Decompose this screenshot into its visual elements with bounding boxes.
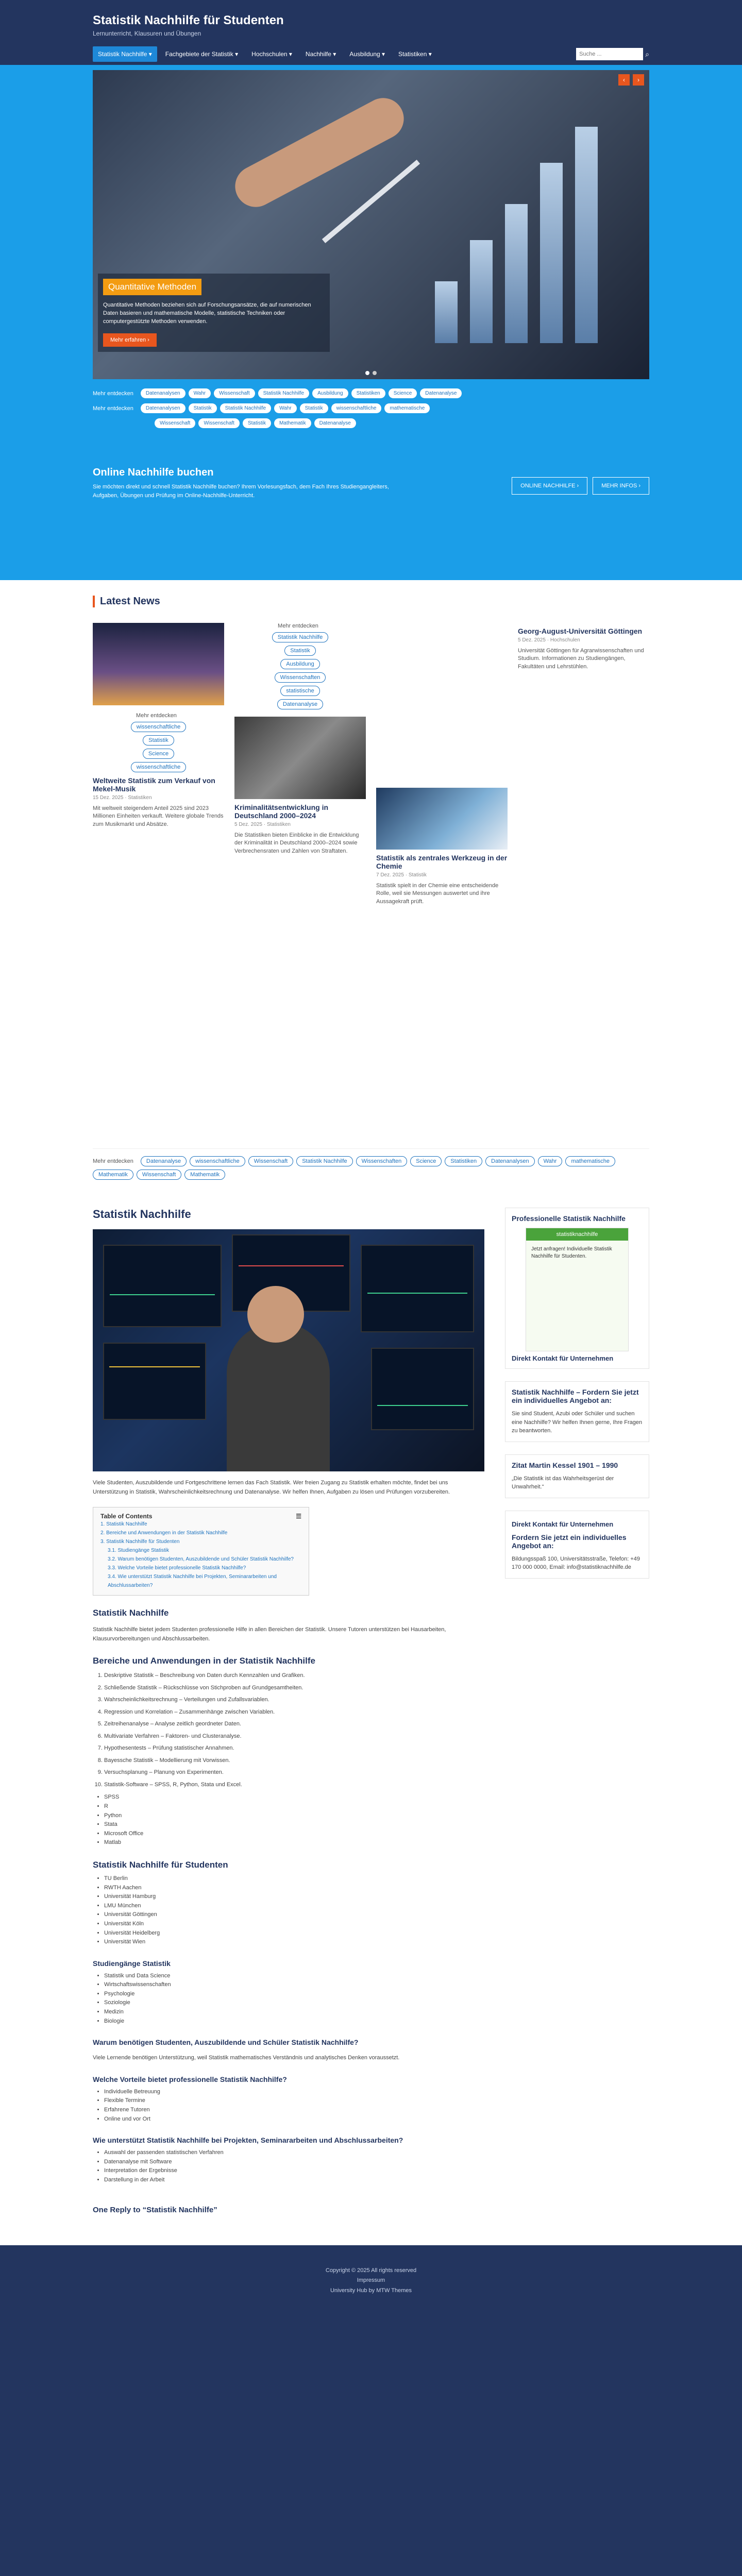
- list-item: • Online und vor Ort: [104, 2115, 484, 2124]
- toc-item[interactable]: 3.4. Wie unterstützt Statistik Nachhilfe bei Projekten, Seminararbeiten und Abschlussarbeiten?: [108, 1574, 277, 1589]
- sidebar-offer-widget: [505, 1381, 649, 1442]
- tag-pill[interactable]: Science: [389, 388, 417, 398]
- news-grid: [93, 618, 649, 1133]
- screen-line: [109, 1366, 200, 1367]
- nav-item-statistik-nachhilfe[interactable]: Statistik Nachhilfe ▾: [93, 46, 157, 62]
- card-tag[interactable]: Ausbildung: [280, 659, 319, 669]
- graphic-bar: [540, 163, 563, 343]
- toc-item[interactable]: 3. Statistik Nachhilfe für Studenten: [100, 1539, 180, 1545]
- card-image[interactable]: [234, 717, 366, 799]
- article-area: [93, 1208, 649, 2214]
- section-heading: Studiengänge Statistik: [93, 1959, 171, 1968]
- tag-pill[interactable]: Statistik: [189, 403, 217, 413]
- list-item: • Universität Heidelberg: [104, 1929, 484, 1938]
- article-title: Statistik Nachhilfe: [93, 1208, 191, 1221]
- contact-text: Bildungsspaß 100, Universitätsstraße, Telefon: +49 170 000 0000, Email: info@statistiknachhilfe.de: [512, 1555, 640, 1570]
- list-item: 1. Deskriptive Statistik – Beschreibung von Daten durch Kennzahlen und Grafiken.: [104, 1671, 484, 1680]
- card-text: Statistik spielt in der Chemie eine entscheidende Rolle, weil sie Messungen auswertet und ihre Aussagekraft prüft.: [376, 883, 499, 905]
- list-item: • LMU München: [104, 1902, 484, 1911]
- tag-pill[interactable]: Mathematik: [274, 418, 311, 428]
- impressum-link[interactable]: Impressum: [357, 2277, 385, 2284]
- tag-pill[interactable]: Statistiken: [351, 388, 385, 398]
- sidebar-ad-widget: [505, 1208, 649, 1369]
- section-heading: Bereiche und Anwendungen in der Statistik Nachhilfe: [93, 1656, 315, 1666]
- news-card: [376, 788, 508, 906]
- list-item: 3. Wahrscheinlichkeitsrechnung – Verteilungen und Zufallsvariablen.: [104, 1696, 484, 1704]
- tag-pill[interactable]: Statistik Nachhilfe: [258, 388, 309, 398]
- list-item: • Python: [104, 1811, 484, 1821]
- list-item: • Biologie: [104, 2017, 484, 2026]
- tag-row: [93, 388, 649, 398]
- monitor-graphic: [371, 1348, 474, 1430]
- section-heading: Welche Vorteile bietet professionelle Statistik Nachhilfe?: [93, 2075, 287, 2083]
- sidebar-contact-widget: [505, 1511, 649, 1579]
- section-heading: Statistik Nachhilfe für Studenten: [93, 1859, 228, 1870]
- graphic-bar: [505, 204, 528, 343]
- table-of-contents: [93, 1507, 309, 1596]
- quote-text: „Die Statistik ist das Wahrheitsgerüst der Unwahrheit.“: [512, 1475, 614, 1490]
- bereiche-list: [93, 1671, 484, 1789]
- bottom-tag[interactable]: Mathematik: [184, 1170, 225, 1180]
- tag-pill[interactable]: wissenschaftliche: [331, 403, 382, 413]
- slide-more-button[interactable]: Mehr erfahren ›: [103, 333, 157, 347]
- card-tag[interactable]: Datenanalyse: [277, 699, 323, 709]
- tag-pill[interactable]: Wahr: [274, 403, 297, 413]
- list-item: • Statistik und Data Science: [104, 1972, 484, 1981]
- slider-dot[interactable]: [365, 371, 369, 375]
- list-item: 8. Bayessche Statistik – Modellierung mit Vorwissen.: [104, 1756, 484, 1765]
- list-item: • RWTH Aachen: [104, 1884, 484, 1893]
- slider-arrows: [618, 74, 644, 86]
- hero-band: [0, 65, 742, 580]
- bottom-tag[interactable]: Wissenschaft: [137, 1170, 181, 1180]
- card-text: Universität Göttingen für Agrarwissenschaften und Studium. Informationen zu Studiengängen, Fakultäten und Lehrstühlen.: [518, 648, 644, 670]
- nav-item-hochschulen[interactable]: Hochschulen ▾: [251, 50, 292, 58]
- promo-title: Online Nachhilfe buchen: [93, 467, 214, 478]
- head-graphic: [247, 1286, 304, 1343]
- list-item: 5. Zeitreihenanalyse – Analyse zeitlich geordneter Daten.: [104, 1720, 484, 1728]
- card-meta: 5 Dez. 2025 · Statistiken: [234, 822, 291, 827]
- list-item: • Individuelle Betreuung: [104, 2088, 484, 2097]
- article-intro: Viele Studenten, Auszubildende und Fortgeschrittene lernen das Fach Statistik. Wer freien Zugang zu Statistik erhalten möchte, findet bei uns Unterstützung in Statistik, Wahrscheinlichkeitsrechnung und Datenanalyse. Wir helfen Ihnen, Aufgaben zu lösen und Prüfungen vorzubereiten.: [93, 1480, 450, 1495]
- list-item: • Matlab: [104, 1838, 484, 1848]
- tag-rows: [93, 388, 649, 433]
- section-heading: Warum benötigen Studenten, Auszubildende und Schüler Statistik Nachhilfe?: [93, 2038, 359, 2047]
- toc-title: [100, 1513, 301, 1520]
- card-tag[interactable]: wissenschaftliche: [131, 762, 187, 772]
- card-title[interactable]: Georg-August-Universität Göttingen: [518, 627, 643, 635]
- bar-chart-graphic: [435, 127, 598, 343]
- toc-item[interactable]: 3.1. Studiengänge Statistik: [108, 1548, 169, 1554]
- mehr-infos-button[interactable]: MEHR INFOS ›: [593, 477, 649, 495]
- list-item: • Universität Göttingen: [104, 1910, 484, 1920]
- tag-pill[interactable]: Datenanalyse: [420, 388, 462, 398]
- toc-toggle-icon[interactable]: ☰: [296, 1513, 301, 1520]
- search-icon[interactable]: ⌕: [645, 49, 649, 58]
- site-footer: [0, 2245, 742, 2323]
- slide-caption: [98, 274, 330, 352]
- list-item: • Stata: [104, 1820, 484, 1829]
- projekte-list: [93, 2148, 484, 2184]
- toc-item[interactable]: 2. Bereiche und Anwendungen in der Statistik Nachhilfe: [100, 1530, 228, 1536]
- main-content: [0, 580, 742, 2245]
- sidebar-quote-widget: [505, 1454, 649, 1498]
- list-item: 9. Versuchsplanung – Planung von Experimenten.: [104, 1768, 484, 1777]
- tag-pill[interactable]: Statistik Nachhilfe: [220, 403, 271, 413]
- bottom-tag[interactable]: wissenschaftliche: [190, 1156, 245, 1166]
- card-tag[interactable]: Science: [143, 749, 174, 759]
- tag-pill[interactable]: Wissenschaft: [214, 388, 255, 398]
- quote-widget-title: Zitat Martin Kessel 1901 – 1990: [512, 1461, 618, 1469]
- site-title[interactable]: Statistik Nachhilfe für Studenten: [93, 13, 284, 27]
- bottom-tag[interactable]: Wissenschaften: [356, 1156, 408, 1166]
- bottom-tag[interactable]: Wahr: [538, 1156, 563, 1166]
- universities-list: [93, 1874, 484, 1947]
- monitor-graphic: [103, 1245, 222, 1327]
- slide-title: Quantitative Methoden: [103, 279, 201, 295]
- bottom-tag[interactable]: mathematische: [565, 1156, 615, 1166]
- tag-pill[interactable]: Datenanalysen: [141, 388, 185, 398]
- card-tag[interactable]: statistische: [280, 686, 319, 696]
- software-list: [93, 1793, 484, 1848]
- bottom-tag[interactable]: Statistik Nachhilfe: [296, 1156, 352, 1166]
- card-tag-list: [93, 713, 224, 772]
- hero-slider: [93, 70, 649, 379]
- tag-pill[interactable]: Ausbildung: [312, 388, 348, 398]
- latest-news-heading: [93, 596, 649, 607]
- list-item: • Auswahl der passenden statistischen Verfahren: [104, 2148, 484, 2158]
- nav-item-fachgebiete[interactable]: Fachgebiete der Statistik ▾: [165, 50, 239, 58]
- tag-pill[interactable]: Wahr: [189, 388, 211, 398]
- copyright-text: Copyright © 2025 All rights reserved: [325, 2267, 417, 2274]
- toc-item[interactable]: 1. Statistik Nachhilfe: [100, 1521, 147, 1528]
- card-tags-label: Mehr entdecken: [136, 713, 177, 719]
- card-text: Die Statistiken bieten Einblicke in die Entwicklung der Kriminalität in Deutschland 2000–2024 sowie Verbrechensraten und Zahlen von Straftaten.: [234, 832, 359, 854]
- ad-banner[interactable]: [526, 1228, 629, 1351]
- nav-item-ausbildung[interactable]: Ausbildung ▾: [349, 50, 385, 58]
- studiengaenge-list: [93, 1972, 484, 2026]
- card-tag[interactable]: Statistik: [143, 735, 174, 745]
- list-item: • Medizin: [104, 2008, 484, 2017]
- monitor-graphic: [361, 1245, 474, 1332]
- list-item: • SPSS: [104, 1793, 484, 1802]
- online-nachhilfe-button[interactable]: ONLINE NACHHILFE ›: [512, 477, 587, 495]
- section-heading: Wie unterstützt Statistik Nachhilfe bei Projekten, Seminararbeiten und Abschlussarbeiten?: [93, 2136, 403, 2145]
- list-item: • Wirtschaftswissenschaften: [104, 1980, 484, 1990]
- news-card: [234, 623, 366, 855]
- card-tag-list: [234, 623, 366, 709]
- ad-banner-body: Jetzt anfragen! Individuelle Statistik Nachhilfe für Studenten.: [531, 1246, 612, 1259]
- card-title[interactable]: Kriminalitätsentwicklung in Deutschland 2000–2024: [234, 803, 329, 820]
- screen-line: [377, 1405, 468, 1406]
- theme-credit[interactable]: University Hub by MTW Themes: [330, 2287, 412, 2294]
- card-title[interactable]: Statistik als zentrales Werkzeug in der Chemie: [376, 854, 508, 870]
- list-item: • Darstellung in der Arbeit: [104, 2176, 484, 2185]
- pen-graphic: [322, 160, 420, 243]
- list-item: 7. Hypothesentests – Prüfung statistischer Annahmen.: [104, 1744, 484, 1753]
- ad-banner-top: statistiknachhilfe: [526, 1228, 628, 1241]
- next-arrow-icon[interactable]: ›: [633, 74, 644, 86]
- graphic-bar: [470, 240, 493, 343]
- screen-line: [367, 1293, 467, 1294]
- bottom-tag[interactable]: Mathematik: [93, 1170, 133, 1180]
- card-tag[interactable]: Statistik Nachhilfe: [272, 632, 328, 642]
- section-text: Statistik Nachhilfe bietet jedem Studenten professionelle Hilfe in allen Bereichen der Statistik. Unsere Tutoren unterstützen bei Hausarbeiten, Klausurvorbereitungen und Abschlussarbeiten.: [93, 1626, 446, 1642]
- nav-item-nachhilfe[interactable]: Nachhilfe ▾: [305, 50, 336, 58]
- bottom-tag[interactable]: Datenanalysen: [485, 1156, 534, 1166]
- tag-pill[interactable]: Wissenschaft: [198, 418, 239, 428]
- card-tag[interactable]: wissenschaftliche: [131, 722, 187, 732]
- nav-item-statistiken[interactable]: Statistiken ▾: [398, 50, 432, 58]
- promo-buttons: [512, 477, 649, 495]
- tag-pill[interactable]: Statistik: [243, 418, 271, 428]
- widget-heading: Direkt Kontakt für Unternehmen: [512, 1354, 614, 1362]
- list-item: 4. Regression und Korrelation – Zusammenhänge zwischen Variablen.: [104, 1708, 484, 1717]
- search-form: [576, 48, 649, 60]
- card-tags-label: Mehr entdecken: [278, 623, 318, 629]
- toc-title-text: Table of Contents: [100, 1513, 153, 1520]
- monitor-graphic: [103, 1343, 206, 1420]
- comments-heading: One Reply to “Statistik Nachhilfe”: [93, 2205, 217, 2214]
- site-description: Lernunterricht, Klausuren und Übungen: [93, 30, 201, 37]
- hand-graphic: [228, 91, 411, 214]
- article-image: [93, 1229, 484, 1471]
- list-item: • Erfahrene Tutoren: [104, 2106, 484, 2115]
- ad-widget-title: Professionelle Statistik Nachhilfe: [512, 1214, 626, 1223]
- list-item: • Datenanalyse mit Software: [104, 2158, 484, 2167]
- tag-pill[interactable]: Datenanalysen: [141, 403, 185, 413]
- card-tag[interactable]: Wissenschaften: [275, 672, 326, 683]
- list-item: • Universität Wien: [104, 1938, 484, 1947]
- contact-offer-title: Fordern Sie jetzt ein individuelles Angebot an:: [512, 1533, 627, 1550]
- card-meta: 5 Dez. 2025 · Hochschulen: [518, 637, 580, 643]
- tag-row: [93, 418, 649, 428]
- tag-row: [93, 403, 649, 413]
- graphic-bar: [575, 127, 598, 343]
- list-item: • TU Berlin: [104, 1874, 484, 1884]
- slider-dots: [93, 371, 649, 375]
- bottom-tag[interactable]: Science: [410, 1156, 442, 1166]
- tag-pill[interactable]: Statistik: [300, 403, 328, 413]
- list-item: 10. Statistik-Software – SPSS, R, Python, Stata und Excel.: [104, 1781, 484, 1789]
- slider-dot[interactable]: [373, 371, 377, 375]
- sidebar: [505, 1208, 649, 2214]
- card-title[interactable]: Weltweite Statistik zum Verkauf von Mekel-Musik: [93, 776, 215, 793]
- list-item: 6. Multivariate Verfahren – Faktoren- und Clusteranalyse.: [104, 1732, 484, 1741]
- promo-text: Sie möchten direkt und schnell Statistik Nachhilfe buchen? Ihrem Vorlesungsfach, dem Fach Ihres Studiengangleiters, Aufgaben, Übungen und Prüfung im Online-Nachhilfe-Unterricht.: [93, 484, 389, 499]
- bottom-tag[interactable]: Wissenschaft: [248, 1156, 293, 1166]
- offer-widget-title: Statistik Nachhilfe – Fordern Sie jetzt ein individuelles Angebot an:: [512, 1388, 639, 1404]
- list-item: • Universität Köln: [104, 1920, 484, 1929]
- card-image[interactable]: [93, 623, 224, 705]
- contact-widget-title: Direkt Kontakt für Unternehmen: [512, 1520, 614, 1528]
- tag-row-label: Mehr entdecken: [93, 390, 133, 397]
- bottom-tag[interactable]: Statistiken: [445, 1156, 482, 1166]
- card-meta: 7 Dez. 2025 · Statistik: [376, 872, 427, 878]
- prev-arrow-icon[interactable]: ‹: [618, 74, 630, 86]
- card-tag[interactable]: Statistik: [284, 646, 316, 656]
- tag-pill[interactable]: Datenanalyse: [314, 418, 356, 428]
- card-meta: 15 Dez. 2025 · Statistiken: [93, 795, 152, 801]
- screen-line: [239, 1265, 343, 1266]
- bottom-tag-row: [93, 1148, 649, 1187]
- offer-widget-text: Sie sind Student, Azubi oder Schüler und suchen eine Nachhilfe? Wir helfen Ihnen gerne, Ihre Fragen zu beantworten.: [512, 1411, 643, 1434]
- search-input[interactable]: [576, 48, 643, 60]
- latest-news: [93, 596, 649, 1133]
- list-item: • Soziologie: [104, 1998, 484, 2008]
- tag-pill[interactable]: mathematische: [384, 403, 430, 413]
- list-item: • Psychologie: [104, 1990, 484, 1999]
- promo-section: [93, 467, 649, 500]
- graphic-bar: [435, 281, 458, 343]
- toc-item[interactable]: 3.3. Welche Vorteile bietet professionelle Statistik Nachhilfe?: [108, 1565, 246, 1571]
- card-image[interactable]: [376, 788, 508, 850]
- bottom-tags-label: Mehr entdecken: [93, 1158, 133, 1164]
- list-item: • Microsoft Office: [104, 1829, 484, 1839]
- tag-pill[interactable]: Wissenschaft: [155, 418, 195, 428]
- toc-item[interactable]: 3.2. Warum benötigen Studenten, Auszubildende und Schüler Statistik Nachhilfe?: [108, 1556, 294, 1563]
- latest-news-title: Latest News: [100, 596, 160, 607]
- article: [93, 1208, 484, 2214]
- site-header: [0, 0, 742, 43]
- vorteile-list: [93, 2088, 484, 2124]
- main-navigation: [0, 43, 742, 65]
- news-card: [518, 623, 649, 671]
- list-item: 2. Schließende Statistik – Rückschlüsse von Stichproben auf Grundgesamtheiten.: [104, 1684, 484, 1692]
- slide-text: Quantitative Methoden beziehen sich auf Forschungsansätze, die auf numerischen Daten basieren und mathematische Modelle, statistische Techniken oder computergestützte Methoden verwenden.: [103, 302, 311, 325]
- news-card: [93, 623, 224, 828]
- list-item: • Universität Hamburg: [104, 1892, 484, 1902]
- person-graphic: [227, 1322, 330, 1471]
- bottom-tag[interactable]: Datenanalyse: [141, 1156, 187, 1166]
- section-heading: Statistik Nachhilfe: [93, 1608, 169, 1618]
- section-text: Viele Lernende benötigen Unterstützung, weil Statistik mathematisches Verständnis und analytisches Denken voraussetzt.: [93, 2055, 400, 2061]
- list-item: • R: [104, 1802, 484, 1811]
- tag-row-label: Mehr entdecken: [93, 405, 133, 412]
- list-item: • Interpretation der Ergebnisse: [104, 2166, 484, 2176]
- list-item: • Flexible Termine: [104, 2096, 484, 2106]
- screen-line: [110, 1294, 214, 1295]
- card-text: Mit weltweit steigendem Anteil 2025 sind 2023 Millionen Einheiten verkauft. Weitere globale Trends zum Musikmarkt und Absätze.: [93, 805, 224, 827]
